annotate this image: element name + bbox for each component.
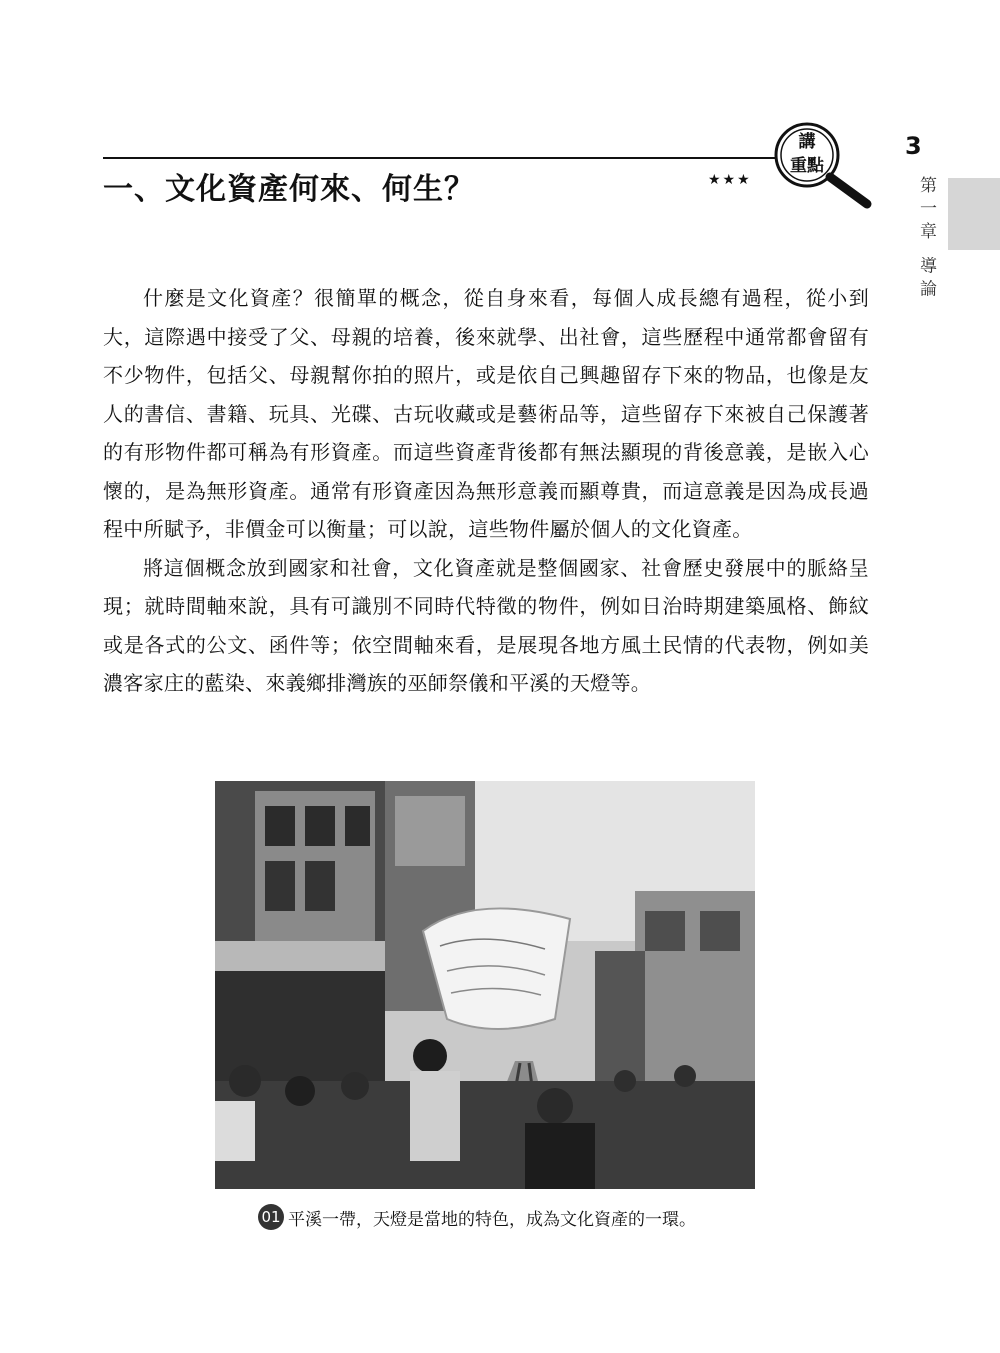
key-point-badge: [771, 120, 881, 212]
section-title: 一、文化資產何來、何生？: [103, 172, 475, 207]
figure-photo: [215, 781, 755, 1189]
chapter-thumb-tab: [948, 178, 1000, 250]
body-text: [103, 279, 869, 703]
figure-caption: [258, 1204, 696, 1230]
sky-lantern-street-photo: [215, 781, 755, 1189]
section-header: [103, 120, 873, 210]
figure-number-badge: 01: [258, 1204, 284, 1230]
figure-caption-text: 平溪一帶，天燈是當地的特色，成為文化資產的一環。: [288, 1209, 696, 1230]
title-rule: [103, 157, 783, 159]
key-point-line-2: 重點: [790, 156, 824, 176]
difficulty-stars: ★★★: [708, 172, 752, 188]
page-number: 3: [905, 132, 922, 160]
key-point-line-1: 講: [798, 132, 816, 152]
chapter-label: 第一章 導論: [916, 176, 936, 303]
key-point-label: [784, 130, 830, 178]
paragraph-1: 什麼是文化資產？很簡單的概念，從自身來看，每個人成長總有過程，從小到大，這際遇中接受了父、母親的培養，後來就學、出社會，這些歷程中通常都會留有不少物件，包括父、母親幫你拍的照片，或是依自己興趣留存下來的物品，也像是友人的書信、書籍、玩具、光碟、古玩收藏或是藝術品等，這些留存下來被自己保護著的有形物件都可稱為有形資產。而這些資產背後都有無法顯現的背後意義，是嵌入心懷的，是為無形資產。通常有形資產因為無形意義而顯尊貴，而這意義是因為成長過程中所賦予，非價金可以衡量；可以說，這些物件屬於個人的文化資產。: [103, 286, 869, 541]
paragraph-2: 將這個概念放到國家和社會，文化資產就是整個國家、社會歷史發展中的脈絡呈現；就時間軸來說，具有可識別不同時代特徵的物件，例如日治時期建築風格、飾紋或是各式的公文、函件等；依空間軸來看，是展現各地方風土民情的代表物，例如美濃客家庄的藍染、來義鄉排灣族的巫師祭儀和平溪的天燈等。: [103, 555, 869, 695]
